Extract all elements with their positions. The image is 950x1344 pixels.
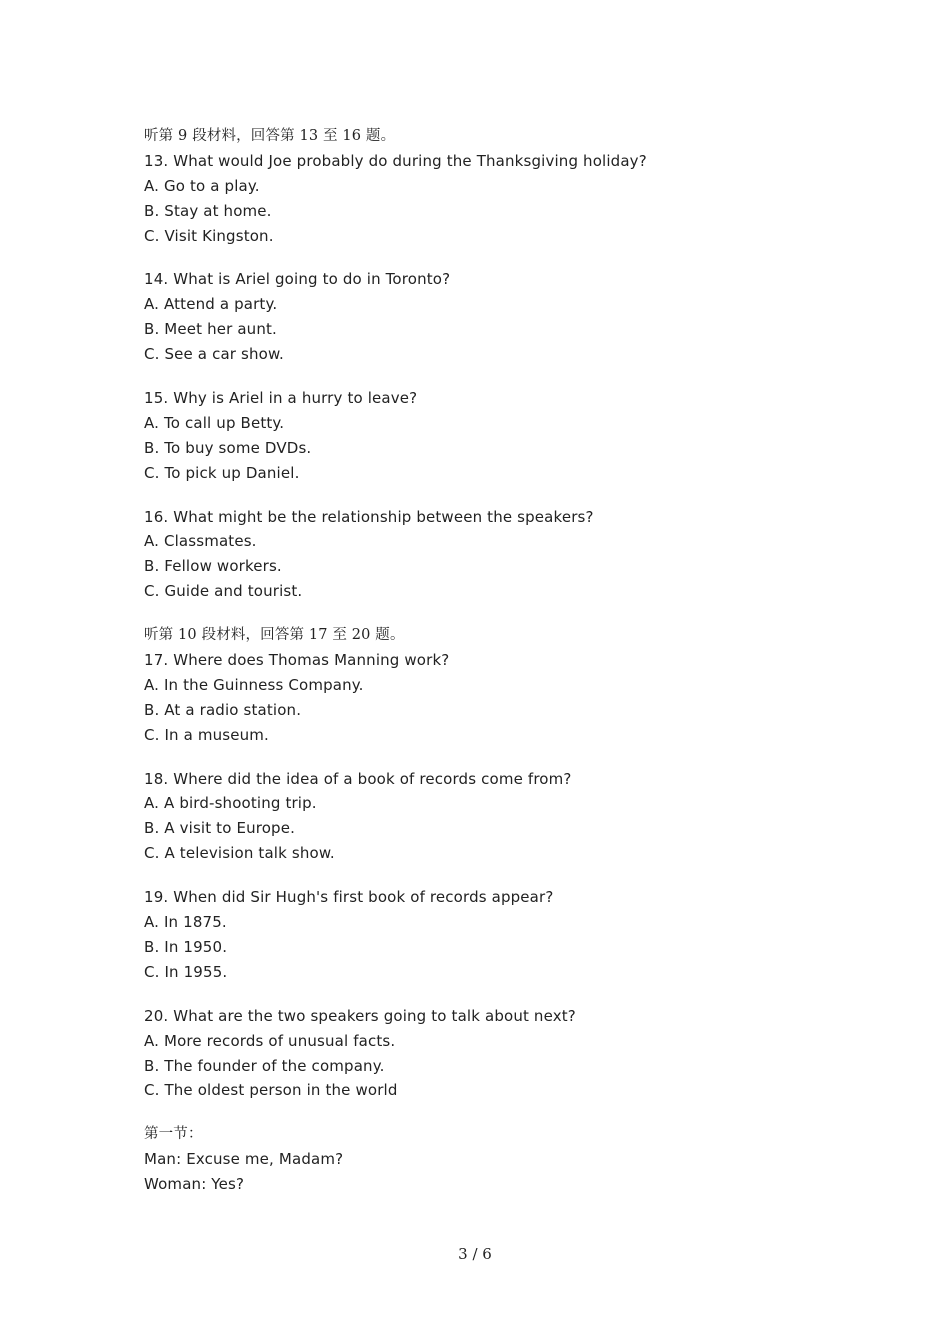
transcript-line: Man: Excuse me, Madam? [144,1150,344,1169]
answer-option: B. The founder of the company. [144,1056,385,1075]
question-block [144,885,844,985]
answer-option: B. To buy some DVDs. [144,438,312,457]
answer-option: A. Attend a party. [144,295,278,314]
answer-option: A. More records of unusual facts. [144,1031,396,1050]
question-block [144,648,844,748]
answer-option: A. A bird-shooting trip. [144,794,317,813]
question-text: 15. Why is Ariel in a hurry to leave? [144,389,418,408]
transcript [144,1122,844,1197]
question-text: 14. What is Ariel going to do in Toronto? [144,270,451,289]
answer-option: B. Meet her aunt. [144,320,277,339]
answer-option: A. In 1875. [144,913,227,932]
section-header: 听第 10 段材料，回答第 17 至 20 题。 [144,627,405,644]
answer-option: A. In the Guinness Company. [144,675,364,694]
answer-option: B. Fellow workers. [144,557,282,576]
answer-option: C. Visit Kingston. [144,226,274,245]
answer-option: C. See a car show. [144,345,284,364]
question-block [144,267,844,367]
answer-option: B. At a radio station. [144,700,302,719]
answer-option: C. In 1955. [144,962,228,981]
transcript-header: 第一节： [144,1126,203,1143]
answer-option: C. To pick up Daniel. [144,463,300,482]
answer-option: A. To call up Betty. [144,413,285,432]
question-block [144,505,844,605]
answer-option: B. A visit to Europe. [144,819,296,838]
section-header: 听第 9 段材料，回答第 13 至 16 题。 [144,128,396,144]
question-block [144,149,844,249]
answer-option: A. Go to a play. [144,176,260,195]
answer-option: A. Classmates. [144,532,257,551]
answer-option: C. Guide and tourist. [144,582,303,601]
answer-option: B. Stay at home. [144,201,272,220]
answer-option: B. In 1950. [144,937,228,956]
page-number: 3 / 6 [458,1245,492,1263]
question-text: 20. What are the two speakers going to talk about next? [144,1006,576,1025]
question-text: 17. Where does Thomas Manning work? [144,651,450,670]
question-text: 19. When did Sir Hugh's first book of records appear? [144,888,554,907]
question-text: 13. What would Joe probably do during the Thanksgiving holiday? [144,151,647,170]
page-content [144,124,844,1197]
question-text: 18. Where did the idea of a book of records come from? [144,769,572,788]
answer-option: C. In a museum. [144,725,269,744]
question-block [144,1004,844,1104]
answer-option: C. The oldest person in the world [144,1081,398,1100]
transcript-line: Woman: Yes? [144,1175,245,1194]
answer-option: C. A television talk show. [144,844,335,863]
question-block [144,767,844,867]
question-text: 16. What might be the relationship between the speakers? [144,507,594,526]
question-block [144,386,844,486]
